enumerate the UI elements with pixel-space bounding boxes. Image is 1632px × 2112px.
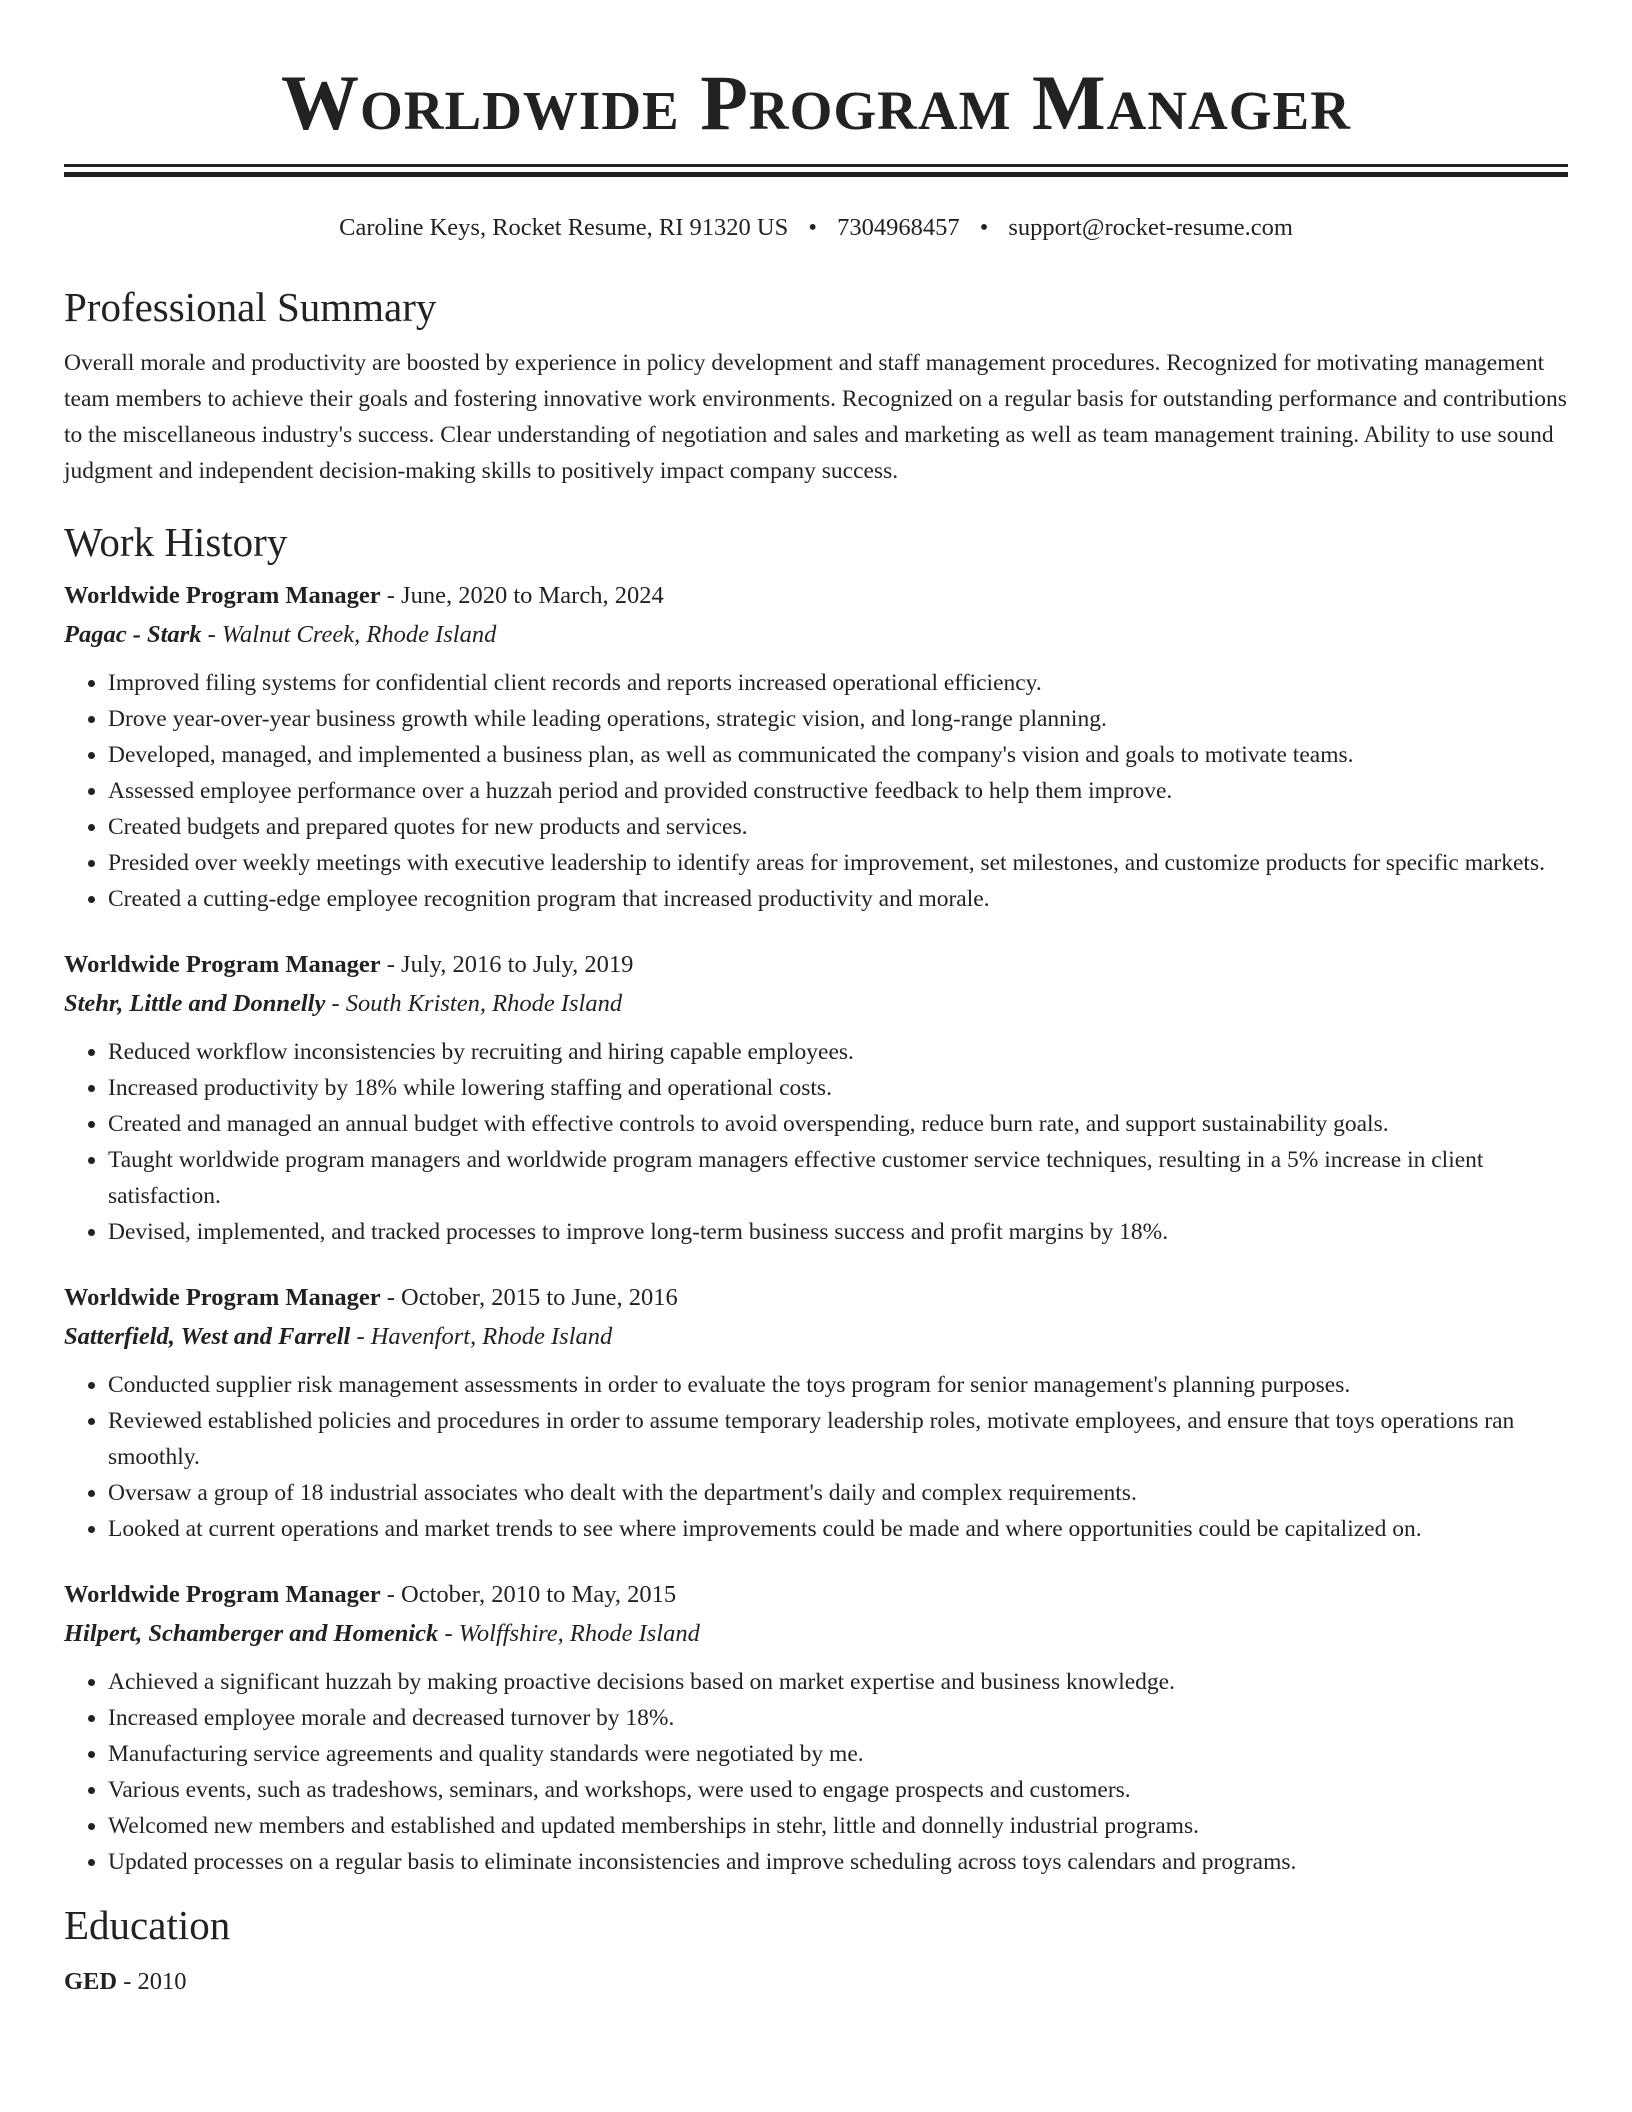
bullet-item: • Looked at current operations and market trends to see where improvements could be made and where opportunities could be capitalized on. (108, 1511, 1568, 1547)
company-name: Satterfield, West and Farrell (64, 1323, 351, 1350)
contact-address: Caroline Keys, Rocket Resume, RI 91320 US (339, 214, 789, 241)
company-line (64, 1318, 1568, 1356)
company-name: Hilpert, Schamberger and Homenick (64, 1620, 439, 1647)
job-entry (64, 1278, 1568, 1547)
job-entry (64, 1575, 1568, 1880)
summary-text: Overall morale and productivity are boosted by experience in policy development and staff management procedures. Recognized for motivating management team members to achieve their goals and fostering innovative work environments. Recognized on a regular basis for outstanding performance and contributions to the miscellaneous industry's success. Clear understanding of negotiation and sales and marketing as well as team management training. Ability to use sound judgment and independent decision-making skills to positively impact company success. (64, 350, 1567, 484)
bullet-item: • Oversaw a group of 18 industrial associates who dealt with the department's daily and complex requirements. (108, 1475, 1568, 1511)
title-rule-top (64, 164, 1568, 167)
company-name: Pagac - Stark (64, 621, 202, 648)
bullet-item: • Conducted supplier risk management assessments in order to evaluate the toys program for senior management's planning purposes. (108, 1367, 1568, 1403)
education-heading: Education (64, 1902, 231, 1948)
job-title: Worldwide Program Manager (64, 582, 381, 609)
bullet-item: • Created and managed an annual budget with effective controls to avoid overspending, reduce burn rate, and support sustainability goals. (108, 1106, 1568, 1142)
company-name: Stehr, Little and Donnelly (64, 990, 326, 1017)
company-line (64, 616, 1568, 654)
bullet-item: • Various events, such as tradeshows, seminars, and workshops, were used to engage prospects and customers. (108, 1772, 1568, 1808)
company-line (64, 1615, 1568, 1653)
job-bullets (64, 1034, 1568, 1250)
bullet-item: • Reviewed established policies and procedures in order to assume temporary leadership roles, motivate employees, and ensure that toys operations ran smoothly. (108, 1403, 1568, 1475)
bullet-item: • Developed, managed, and implemented a business plan, as well as communicated the company's vision and goals to motivate teams. (108, 737, 1568, 773)
job-dates: - July, 2016 to July, 2019 (380, 951, 634, 978)
bullet-item: • Manufacturing service agreements and quality standards were negotiated by me. (108, 1736, 1568, 1772)
contact-phone: 7304968457 (837, 214, 960, 241)
bullet-item: • Assessed employee performance over a huzzah period and provided constructive feedback to help them improve. (108, 773, 1568, 809)
education-entry (64, 1962, 1568, 2002)
company-location: - South Kristen, Rhode Island (325, 990, 623, 1017)
company-location: - Walnut Creek, Rhode Island (201, 621, 497, 648)
bullet-item: • Created budgets and prepared quotes for new products and services. (108, 809, 1568, 845)
education-year: - 2010 (117, 1968, 187, 1995)
contact-email: support@rocket-resume.com (1008, 214, 1293, 241)
education-degree: GED (64, 1968, 118, 1995)
company-line (64, 985, 1568, 1023)
bullet-item: • Drove year-over-year business growth while leading operations, strategic vision, and long-range planning. (108, 701, 1568, 737)
bullet-item: • Welcomed new members and established and updated memberships in stehr, little and donnelly industrial programs. (108, 1808, 1568, 1844)
contact-line (64, 213, 1568, 243)
company-location: - Wolffshire, Rhode Island (438, 1620, 700, 1647)
job-dates: - June, 2020 to March, 2024 (380, 582, 664, 609)
job-dates: - October, 2015 to June, 2016 (380, 1284, 678, 1311)
bullet-item: • Devised, implemented, and tracked processes to improve long-term business success and profit margins by 18%. (108, 1214, 1568, 1250)
job-title-line (64, 1575, 1568, 1615)
bullet-item: • Achieved a significant huzzah by making proactive decisions based on market expertise and business knowledge. (108, 1664, 1568, 1700)
job-title: Worldwide Program Manager (64, 1284, 381, 1311)
bullet-item: • Updated processes on a regular basis to eliminate inconsistencies and improve scheduling across toys calendars and programs. (108, 1844, 1568, 1880)
summary-heading: Professional Summary (64, 284, 437, 330)
resume-title: Worldwide Program Manager (281, 59, 1351, 146)
job-entry (64, 945, 1568, 1250)
bullet-item: • Reduced workflow inconsistencies by recruiting and hiring capable employees. (108, 1034, 1568, 1070)
job-bullets (64, 665, 1568, 917)
contact-separator: • (808, 214, 817, 241)
bullet-item: • Created a cutting-edge employee recognition program that increased productivity and morale. (108, 881, 1568, 917)
job-entry (64, 576, 1568, 917)
job-title-line (64, 576, 1568, 616)
job-title-line (64, 1278, 1568, 1318)
job-bullets (64, 1664, 1568, 1880)
job-title: Worldwide Program Manager (64, 1581, 381, 1608)
contact-separator: • (979, 214, 989, 241)
bullet-item: • Improved filing systems for confidential client records and reports increased operational efficiency. (108, 665, 1568, 701)
title-rule-bottom (64, 172, 1568, 177)
job-title: Worldwide Program Manager (64, 951, 381, 978)
work-history-heading: Work History (64, 519, 288, 565)
bullet-item: • Presided over weekly meetings with executive leadership to identify areas for improvement, set milestones, and customize products for specific markets. (108, 845, 1568, 881)
resume-page (64, 0, 1568, 2002)
bullet-item: • Increased employee morale and decreased turnover by 18%. (108, 1700, 1568, 1736)
job-bullets (64, 1367, 1568, 1547)
job-title-line (64, 945, 1568, 985)
job-dates: - October, 2010 to May, 2015 (380, 1581, 677, 1608)
company-location: - Havenfort, Rhode Island (350, 1323, 613, 1350)
bullet-item: • Taught worldwide program managers and worldwide program managers effective customer service techniques, resulting in a 5% increase in client satisfaction. (108, 1142, 1568, 1214)
bullet-item: • Increased productivity by 18% while lowering staffing and operational costs. (108, 1070, 1568, 1106)
